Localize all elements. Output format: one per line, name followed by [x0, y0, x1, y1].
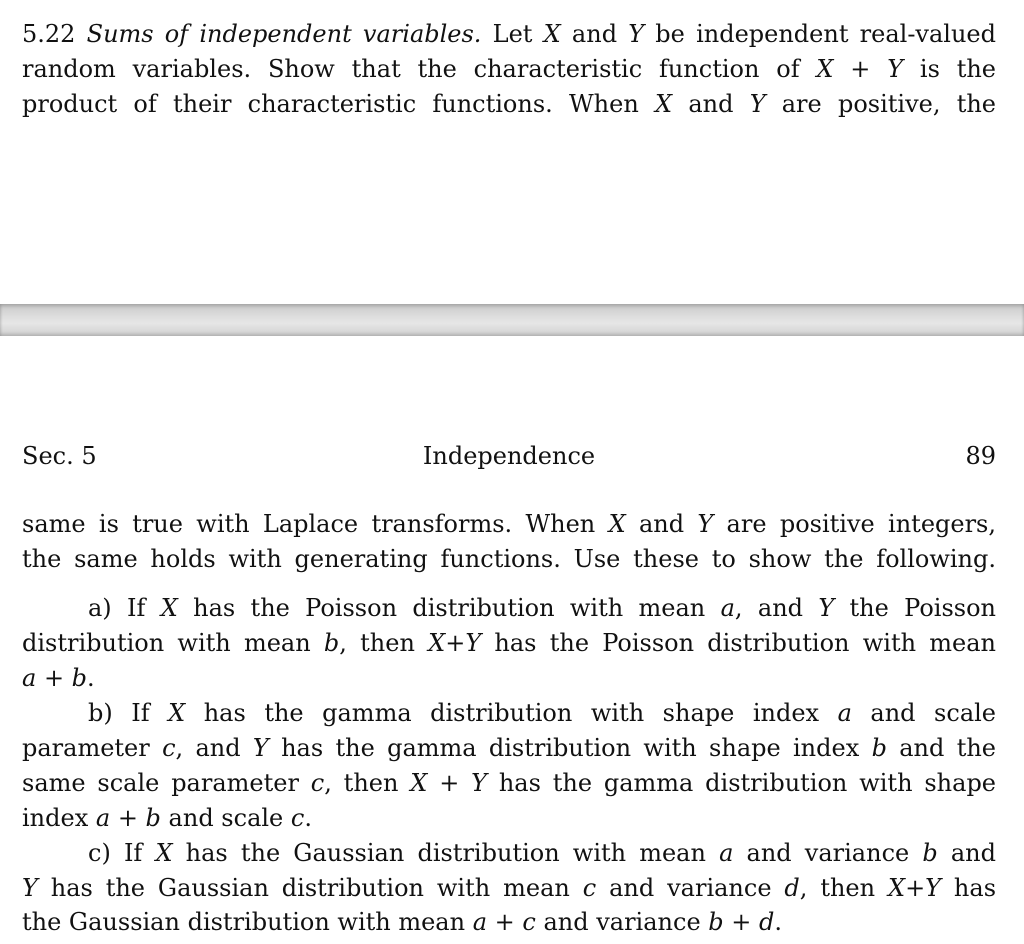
item-c-line: c) If X has the Gaussian distribution with mean a and variance b and: [88, 839, 996, 867]
body-text-line: the same holds with generating functions. Use these to show the following.: [22, 545, 996, 573]
problem-text-line: random variables. Show that the characteristic function of X + Y is the: [22, 55, 997, 83]
header-page-number: 89: [965, 442, 996, 470]
item-a-label: a): [88, 594, 112, 622]
item-b-line: index a + b and scale c.: [22, 804, 312, 832]
header-section: Sec. 5: [22, 442, 97, 470]
top-page-fragment: [0, 0, 1024, 304]
header-title: Independence: [422, 442, 596, 470]
item-a-line: a) If X has the Poisson distribution with mean a, and Y the Poisson: [88, 594, 997, 622]
problem-title: Sums of independent variables.: [86, 20, 482, 48]
item-b-label: b): [88, 699, 113, 727]
item-c-line: the Gaussian distribution with mean a + c and variance b + d.: [22, 908, 783, 936]
item-b-line: same scale parameter c, then X + Y has the gamma distribution with shape: [22, 769, 997, 797]
item-b-line: b) If X has the gamma distribution with shape index a and scale: [88, 699, 997, 727]
item-a-line: distribution with mean b, then X+Y has the Poisson distribution with mean: [22, 629, 996, 657]
item-b-line: parameter c, and Y has the gamma distribution with shape index b and the: [22, 734, 997, 762]
running-header: [22, 440, 996, 472]
body-text-line: same is true with Laplace transforms. When X and Y are positive integers,: [22, 510, 997, 538]
problem-heading-line: 5.22 Sums of independent variables. Let X and Y be independent real-valued: [22, 20, 996, 48]
item-c-label: c): [88, 839, 111, 867]
item-c-line: Y has the Gaussian distribution with mean c and variance d, then X+Y has: [22, 874, 997, 902]
item-a-line: a + b.: [22, 664, 95, 692]
problem-number: 5.22: [22, 20, 76, 48]
problem-text-line: product of their characteristic functions. When X and Y are positive, the: [22, 90, 996, 118]
page-break-divider: [0, 304, 1024, 336]
